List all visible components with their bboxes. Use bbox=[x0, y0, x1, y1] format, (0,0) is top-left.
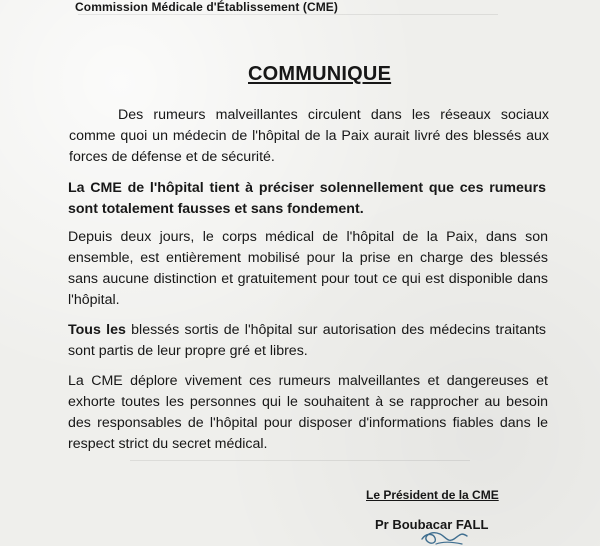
organization-header: Commission Médicale d'Établissement (CME) bbox=[75, 0, 339, 14]
page-title: COMMUNIQUE bbox=[248, 63, 392, 85]
background-bleed-line bbox=[78, 14, 498, 15]
signature-name: Pr Boubacar FALL bbox=[375, 517, 489, 532]
background-bleed-line bbox=[130, 460, 470, 461]
paragraph-clarification: La CME de l'hôpital tient à préciser solennellement que ces rumeurs sont totalement fausses et sans fondement. bbox=[68, 180, 546, 217]
paragraph-discharged-patients bbox=[68, 320, 546, 362]
emphasis-text: Tous les bbox=[68, 322, 126, 338]
paragraph-text: blessés sortis de l'hôpital sur autorisation des médecins traitants sont partis de leur propre gré et libres. bbox=[68, 322, 547, 359]
paragraph-rumors: Des rumeurs malveillantes circulent dans les réseaux sociaux comme quoi un médecin de l'hôpital de la Paix aurait livré des blessés aux forces de défense et de sécurité. bbox=[69, 107, 549, 165]
paragraph-mobilization: Depuis deux jours, le corps médical de l'hôpital de la Paix, dans son ensemble, est entièrement mobilisé pour la prise en charge des blessés sans aucune distinction et gratuitement pour tout ce qui est disponible dans l'hôpital. bbox=[68, 229, 548, 308]
paragraph-appeal: La CME déplore vivement ces rumeurs malveillantes et dangereuses et exhorte toutes les personnes qui le souhaitent à se rapprocher au besoin des responsables de l'hôpital pour disposer d'informations fiables dans le respect strict du secret médical. bbox=[68, 373, 548, 452]
signature-role: Le Président de la CME bbox=[366, 488, 499, 502]
